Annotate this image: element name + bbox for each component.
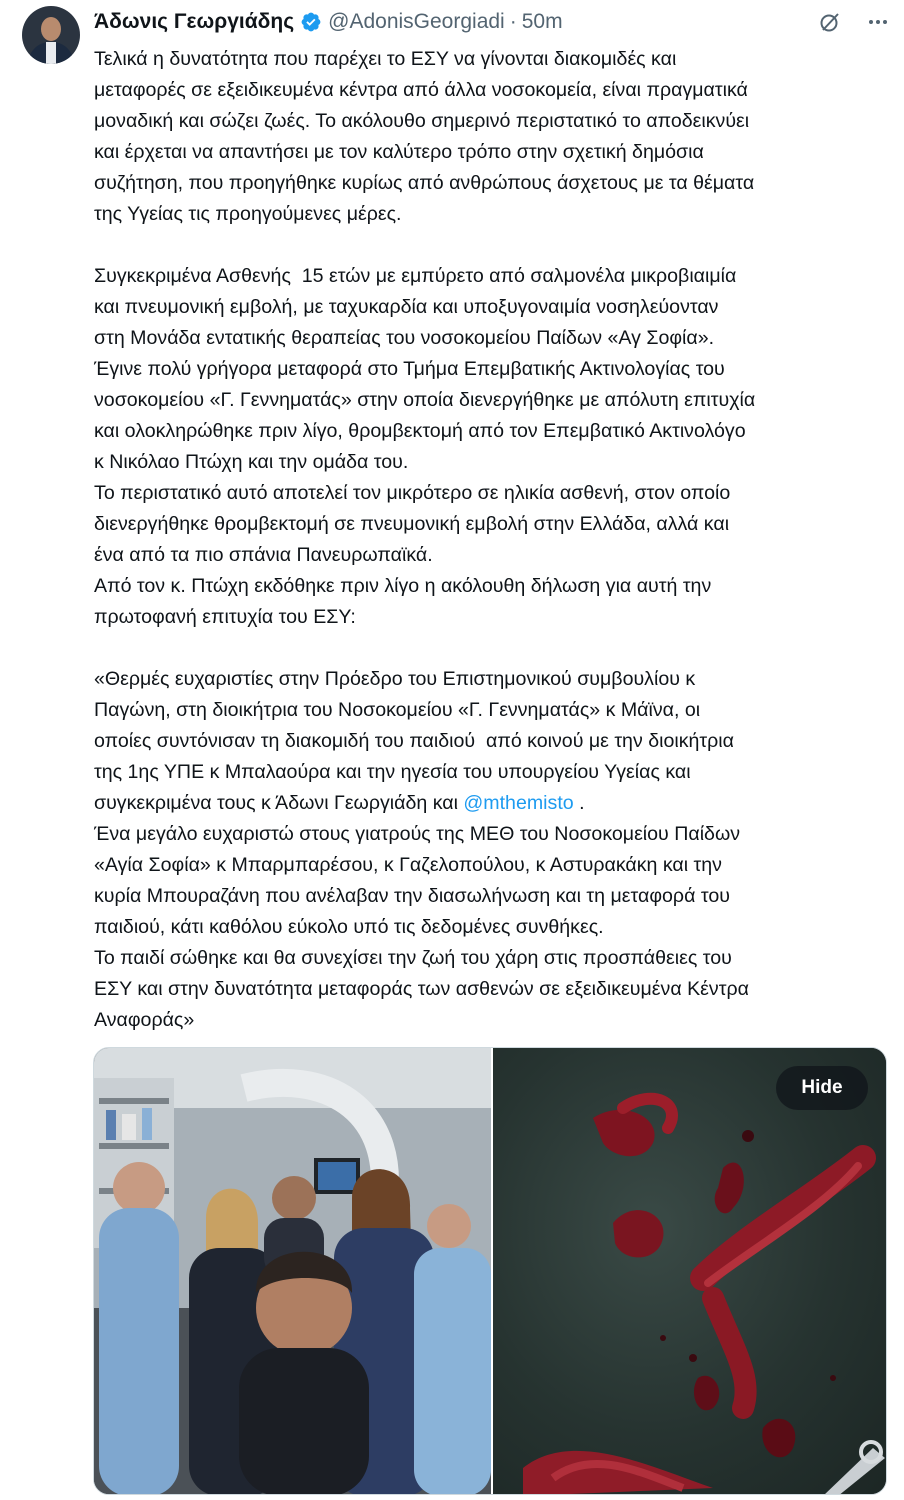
tweet-line: μοναδική και σώζει ζωές. Το ακόλουθο σημερινό περιστατικό το αποδεικνύει (94, 110, 750, 132)
tweet-line: Έγινε πολύ γρήγορα μεταφορά στο Τμήμα Επεμβατικής Ακτινολογίας του (94, 358, 725, 380)
tweet-line: πρωτοφανή επιτυχία του ΕΣΥ: (94, 606, 356, 628)
tweet-line: ένα από τα πιο σπάνια Πανευρωπαϊκά. (94, 544, 433, 566)
tweet-line: «Αγία Σοφία» κ Μπαρμπαρέσου, κ Γαζελοπούλου, κ Αστυρακάκη και την (94, 854, 722, 876)
extracted-thrombus-photo[interactable] (493, 1048, 887, 1495)
grok-icon[interactable] (818, 10, 842, 34)
group-selfie-illustration (94, 1048, 491, 1495)
mention-suffix: . (573, 792, 585, 814)
thrombus-illustration (493, 1048, 887, 1495)
tweet-line: Τελικά η δυνατότητα που παρέχει το ΕΣΥ να γίνονται διακομιδές και (94, 48, 677, 70)
media-grid (93, 1047, 887, 1495)
tweet-line: οποίες συντόνισαν τη διακομιδή του παιδιού από κοινού με την διοικήτρια (94, 730, 734, 752)
tweet-line: μεταφορές σε εξειδικευμένα κέντρα από άλλα νοσοκομεία, είναι πραγματικά (94, 79, 748, 101)
header-separator: · (509, 10, 517, 33)
tweet-line: Από τον κ. Πτώχη εκδόθηκε πριν λίγο η ακόλουθη δήλωση για αυτή την (94, 575, 712, 597)
avatar-face (41, 17, 61, 41)
tweet-header (94, 8, 563, 36)
tweet-line: και έρχεται να απαντήσει με τον καλύτερο τρόπο στην σχετική δημόσια (94, 141, 704, 163)
tweet-top-actions (818, 10, 890, 34)
avatar-shirt (46, 42, 56, 64)
tweet-line: «Θερμές ευχαριστίες στην Πρόεδρο του Επιστημονικού συμβουλίου κ (94, 668, 696, 690)
author-display-name[interactable]: Άδωνις Γεωργιάδης (94, 10, 295, 33)
tweet-line: και ολοκληρώθηκε πριν λίγο, θρομβεκτομή από τον Επεμβατικό Ακτινολόγο (94, 420, 746, 442)
paragraph-gap (94, 633, 894, 664)
group-selfie-photo[interactable] (94, 1048, 491, 1495)
tweet-line: στη Μονάδα εντατικής θεραπείας του νοσοκομείου Παίδων «Αγ Σοφία». (94, 327, 715, 349)
tweet-line: της 1ης ΥΠΕ κ Μπαλαούρα και την ηγεσία του υπουργείου Υγείας και (94, 761, 691, 783)
tweet-line: Παγώνη, στη διοικήτρια του Νοσοκομείου «Γ. Γεννηματάς» κ Μάϊνα, οι (94, 699, 701, 721)
tweet-line: Αναφοράς» (94, 1009, 195, 1031)
mention-link[interactable]: @mthemisto (463, 792, 574, 814)
tweet-line: νοσοκομείου «Γ. Γεννηματάς» στην οποία διενεργήθηκε με απόλυτη επιτυχία (94, 389, 756, 411)
more-icon[interactable] (866, 10, 890, 34)
tweet-text (94, 44, 894, 1036)
hide-button[interactable]: Hide (776, 1066, 868, 1110)
tweet-line-with-mention (94, 788, 894, 819)
avatar[interactable] (22, 6, 80, 64)
verified-badge-icon (300, 11, 322, 33)
tweet-line: της Υγείας τις προηγούμενες μέρες. (94, 203, 402, 225)
mention-prefix: συγκεκριμένα τους κ Άδωνι Γεωργιάδη και (94, 792, 464, 814)
tweet-line: διενεργήθηκε θρομβεκτομή σε πνευμονική εμβολή στην Ελλάδα, αλλά και (94, 513, 730, 535)
paragraph-gap (94, 230, 894, 261)
tweet-line: Ένα μεγάλο ευχαριστώ στους γιατρούς της ΜΕΘ του Νοσοκομείου Παίδων (94, 823, 741, 845)
tweet-line: Το παιδί σώθηκε και θα συνεχίσει την ζωή του χάρη στις προσπάθειες του (94, 947, 732, 969)
tweet-line: Το περιστατικό αυτό αποτελεί τον μικρότερο σε ηλικία ασθενή, στον οποίο (94, 482, 731, 504)
author-handle[interactable]: @AdonisGeorgiadi (328, 10, 505, 33)
tweet-line: παιδιού, κάτι καθόλου εύκολο υπό τις δεδομένες συνθήκες. (94, 916, 604, 938)
tweet-line: και πνευμονική εμβολή, με ταχυκαρδία και υποξυγοναιμία νοσηλεύονταν (94, 296, 719, 318)
tweet-line: συζήτηση, που προηγήθηκε κυρίως από ανθρώπους άσχετους με τα θέματα (94, 172, 755, 194)
tweet-line: κ Νικόλαο Πτώχη και την ομάδα του. (94, 451, 409, 473)
timestamp[interactable]: 50m (521, 10, 563, 33)
tweet-line: κυρία Μπουραζάνη που ανέλαβαν την διασωλήνωση και τη μεταφορά του (94, 885, 730, 907)
tweet-line: ΕΣΥ και στην δυνατότητα μεταφοράς των ασθενών σε εξειδικευμένα Κέντρα (94, 978, 749, 1000)
tweet-line: Συγκεκριμένα Ασθενής 15 ετών με εμπύρετο από σαλμονέλα μικροβιαιμία (94, 265, 737, 287)
